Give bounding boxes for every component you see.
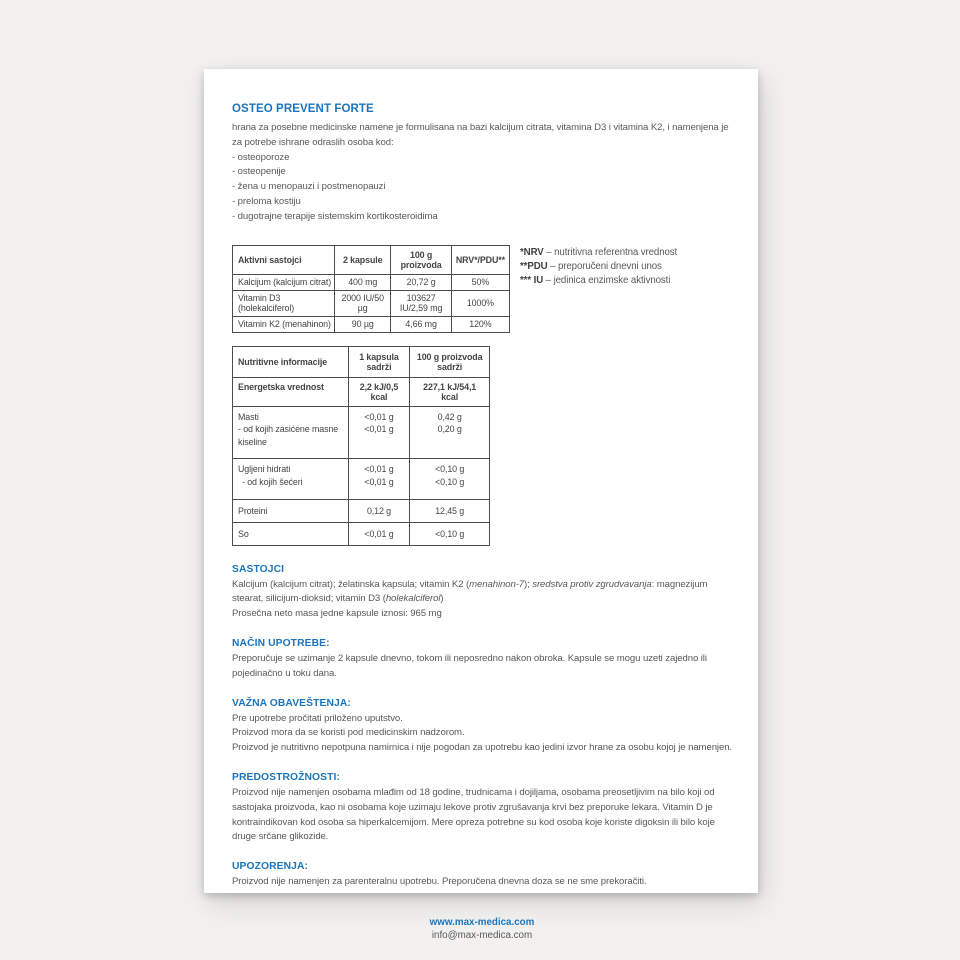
column-header: 100 g proizvoda — [391, 245, 451, 274]
section-sastojci — [232, 564, 732, 622]
ingredient-value: 120% — [451, 316, 509, 332]
ingredient-value: 90 µg — [335, 316, 391, 332]
leaflet-sheet — [204, 69, 758, 941]
column-header: NRV*/PDU** — [451, 245, 509, 274]
section-nacin-upotrebe — [232, 638, 732, 682]
carbs-row — [233, 459, 490, 499]
ingredients-text: Kalcijum (kalcijum citrat); želatinska kapsula; vitamin K2 ( — [232, 578, 470, 590]
energy-row — [233, 377, 490, 406]
table-header-row — [233, 346, 490, 377]
value-line: <0,01 g — [364, 411, 394, 422]
nutrient-value — [410, 406, 490, 459]
legend-definition: – jedinica enzimske aktivnosti — [543, 274, 671, 286]
salt-row — [233, 522, 490, 545]
usage-paragraph: Preporučuje se uzimanje 2 kapsule dnevno, tokom ili neposredno nakon obroka. Kapsule se mogu uzeti zajedno ili pojedinačno u toku dana. — [232, 652, 707, 679]
value-line: 0,42 g — [437, 411, 462, 422]
ingredients-text: ) — [440, 593, 444, 605]
notice-line: Proizvod je nutritivno nepotpuna namirnica i nije pogodan za upotrebu kao jedini izvor hrane za osobu kojoj je namenjen. — [232, 742, 732, 754]
ingredients-text: : magnezijum stearat, silicijum-dioksid; vitamin D3 ( — [232, 578, 708, 605]
section-vazna-obavestenja — [232, 698, 732, 756]
fat-row — [233, 406, 490, 459]
legend-definition: – nutritivna referentna vrednost — [543, 246, 678, 258]
column-header: 2 kapsule — [335, 245, 391, 274]
website-url: www.max-medica.com — [429, 916, 535, 928]
ingredients-text-italic: menahinon-7 — [469, 578, 525, 590]
legend-term: *NRV — [520, 246, 544, 258]
footer — [232, 916, 732, 942]
nutrient-value: 2,2 kJ/0,5 kcal — [348, 377, 410, 406]
section-predostroznosti — [232, 772, 732, 845]
nutrient-value — [410, 459, 490, 499]
protein-row — [233, 499, 490, 522]
section-heading: UPOZORENJA: — [232, 861, 309, 873]
indication-item: - preloma kostiju — [232, 195, 301, 207]
nutrient-value — [348, 406, 410, 459]
active-ingredients-block — [232, 245, 732, 333]
column-header: 100 g proizvoda sadrži — [410, 346, 490, 377]
value-line: <0,01 g — [364, 476, 394, 487]
value-line: <0,10 g — [435, 464, 465, 475]
ingredient-name: Vitamin K2 (menahinon) — [233, 316, 335, 332]
ingredient-value: 1000% — [451, 290, 509, 316]
precautions-paragraph: Proizvod nije namenjen osobama mlađim od 18 godine, trudnicama i dojiljama, osobama preosetljivim na bilo koji od sastojaka proizvoda, kao ni osobama koje uzimaju lekove protiv zgrušavanja krvi bez preporuke lekara. Vitamin D je kontraindikovan kod osoba sa hiperkalcemijom. Mere opreza potrebne su kod osoba koje koriste digoksin ili bilo koje druge srčane glikozide. — [232, 786, 715, 843]
indications-list — [232, 151, 732, 225]
nutrient-label-line: Masti — [238, 411, 259, 422]
legend-line — [520, 246, 677, 260]
ingredient-value: 4,66 mg — [391, 316, 451, 332]
ingredients-paragraph — [232, 578, 732, 608]
legend-term: **PDU — [520, 260, 548, 272]
nutrient-label: Energetska vrednost — [233, 377, 349, 406]
ingredient-value: 400 mg — [335, 274, 391, 290]
notice-line: Proizvod mora da se koristi pod medicinskim nadzorom. — [232, 727, 465, 739]
table-row — [233, 316, 510, 332]
section-heading: PREDOSTROŽNOSTI: — [232, 771, 341, 783]
nutrient-label: Proteini — [233, 499, 349, 522]
active-ingredients-table — [232, 245, 510, 333]
ingredient-name: Kalcijum (kalcijum citrat) — [233, 274, 335, 290]
nutrient-label — [233, 459, 349, 499]
section-upozorenja — [232, 861, 732, 890]
column-header: Aktivni sastojci — [233, 245, 335, 274]
warnings-paragraph: Proizvod nije namenjen za parenteralnu upotrebu. Preporučena dnevna doza se ne sme prekoračiti. — [232, 876, 647, 888]
ingredients-text: ); — [524, 578, 533, 590]
legend-term: *** IU — [520, 274, 544, 286]
ingredient-value: 50% — [451, 274, 509, 290]
nutrient-value — [348, 459, 410, 499]
column-header: 1 kapsula sadrži — [348, 346, 410, 377]
ingredient-name: Vitamin D3 (holekalciferol) — [233, 290, 335, 316]
product-title: OSTEO PREVENT FORTE — [232, 103, 374, 115]
column-header: Nutritivne informacije — [233, 346, 349, 377]
indication-item: - osteopenije — [232, 166, 286, 178]
nutrient-label: So — [233, 522, 349, 545]
value-line: 0,20 g — [437, 424, 462, 435]
legend-line — [520, 260, 677, 274]
nutrient-label-line: Ugljeni hidrati — [238, 464, 291, 475]
intro-paragraph: hrana za posebne medicinske namene je formulisana na bazi kalcijum citrata, vitamina D3 i vitamina K2, i namenjena je za potrebe ishrane odraslih osoba kod: — [232, 122, 729, 148]
value-line: <0,01 g — [364, 464, 394, 475]
capsule-mass-line: Prosečna neto masa jedne kapsule iznosi: 965 mg — [232, 608, 442, 620]
nutrient-value: 227,1 kJ/54,1 kcal — [410, 377, 490, 406]
section-heading: VAŽNA OBAVEŠTENJA: — [232, 697, 351, 709]
table-row — [233, 290, 510, 316]
table-header-row — [233, 245, 510, 274]
value-line: <0,10 g — [435, 476, 465, 487]
section-heading: NAČIN UPOTREBE: — [232, 637, 330, 649]
legend-line — [520, 274, 677, 288]
indication-item: - dugotrajne terapije sistemskim kortikosteroidima — [232, 210, 438, 222]
value-line: <0,01 g — [364, 424, 394, 435]
notice-line: Pre upotrebe pročitati priloženo uputstvo. — [232, 712, 403, 724]
email-address: info@max-medica.com — [431, 929, 533, 941]
indication-item: - žena u menopauzi i postmenopauzi — [232, 181, 386, 193]
nutrient-sublabel-line: - od kojih zasićene masne kiseline — [238, 424, 339, 447]
nutrient-value: 12,45 g — [410, 499, 490, 522]
legend-definition: – preporučeni dnevni unos — [547, 260, 662, 272]
indication-item: - osteoporoze — [232, 151, 290, 163]
nutrient-label — [233, 406, 349, 459]
ingredients-text-italic: sredstva protiv zgrudvavanja — [532, 578, 652, 590]
table-row — [233, 274, 510, 290]
ingredient-value: 20,72 g — [391, 274, 451, 290]
ingredients-text-italic: holekalciferol — [385, 593, 441, 605]
ingredient-value: 103627 IU/2,59 mg — [391, 290, 451, 316]
nutrition-table — [232, 346, 490, 546]
ingredient-value: 2000 IU/50 µg — [335, 290, 391, 316]
section-heading: SASTOJCI — [232, 563, 285, 575]
nutrient-value: 0,12 g — [348, 499, 410, 522]
nutrient-value: <0,10 g — [410, 522, 490, 545]
nutrient-sublabel-line: - od kojih šećeri — [242, 476, 303, 487]
nutrient-value: <0,01 g — [348, 522, 410, 545]
abbreviation-legend — [520, 246, 677, 289]
